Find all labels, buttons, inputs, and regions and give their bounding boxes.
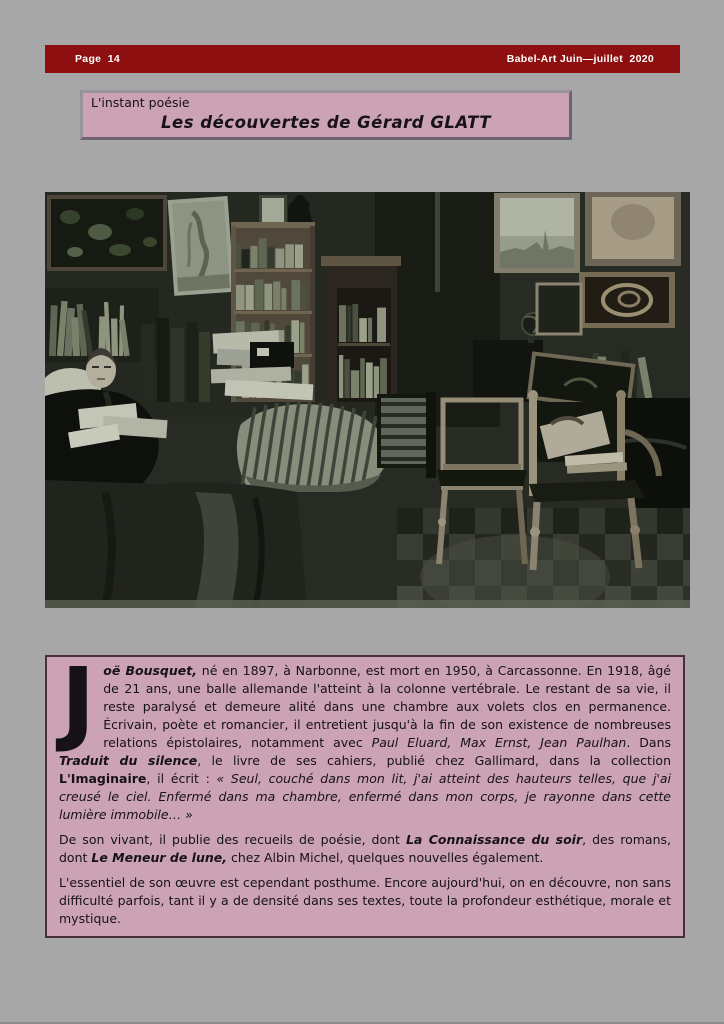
- rose-painting: [579, 272, 675, 328]
- drop-cap: J: [61, 648, 96, 755]
- section-title-box: [80, 90, 572, 140]
- small-frame: [537, 284, 581, 334]
- leaning-painting: [168, 196, 235, 296]
- article-paragraphs: [59, 648, 672, 928]
- portrait-frame: [585, 192, 681, 266]
- quilted-blanket: [237, 402, 387, 492]
- article-paragraph: Joë Bousquet, né en 1897, à Narbonne, est mort en 1950, à Carcassonne. En 1918, âgé de 21 ans, une balle allemande l'atteint à la colonne vertébrale. Le restant de sa vie, il reste paralysé et demeure alité dans une chambre aux volets clos en permanence. Écrivain, poète et romancier, il entretient jusqu'à la fin de son existence de nombreuses relations épistolaires, notamment avec Paul Eluard, Max Ernst, Jean Paulhan. Dans Traduit du silence, le livre de ses cahiers, publié chez Gallimard, dans la collection L'Imaginaire, il écrit : « Seul, couché dans mon lit, j'ai atteint des hauteurs telles, que j'ai creusé le ciel. Enfermé dans ma chambre, enfermé dans mon corps, je rayonne dans cette lumière immobile… »: [59, 648, 672, 822]
- article-paragraph: L'essentiel de son œuvre est cependant posthume. Encore aujourd'hui, on en découvre, non sans difficulté parfois, tant il y a de densité dans ses textes, toute la profondeur esthétique, morale et mystique.: [59, 875, 671, 926]
- landscape-print: [494, 193, 580, 273]
- section-kicker: L'instant poésie: [91, 95, 190, 110]
- tapestry-painting: [47, 195, 167, 271]
- article-box: [45, 648, 685, 938]
- bousquet-photo-illustration: [45, 192, 690, 608]
- page-title: Les découvertes de Gérard GLATT: [161, 113, 491, 132]
- issue-label: Babel-Art Juin—juillet 2020: [506, 53, 654, 65]
- bousquet-photo: [45, 192, 690, 608]
- page-number-label: Page 14: [75, 53, 121, 65]
- window-blind: [379, 392, 436, 478]
- page-header: [45, 45, 680, 73]
- article-paragraph: De son vivant, il publie des recueils de poésie, dont La Connaissance du soir, des romans, dont Le Meneur de lune, chez Albin Michel, quelques nouvelles également.: [59, 832, 671, 865]
- right-cabinet: [321, 256, 401, 402]
- bed: [45, 480, 307, 608]
